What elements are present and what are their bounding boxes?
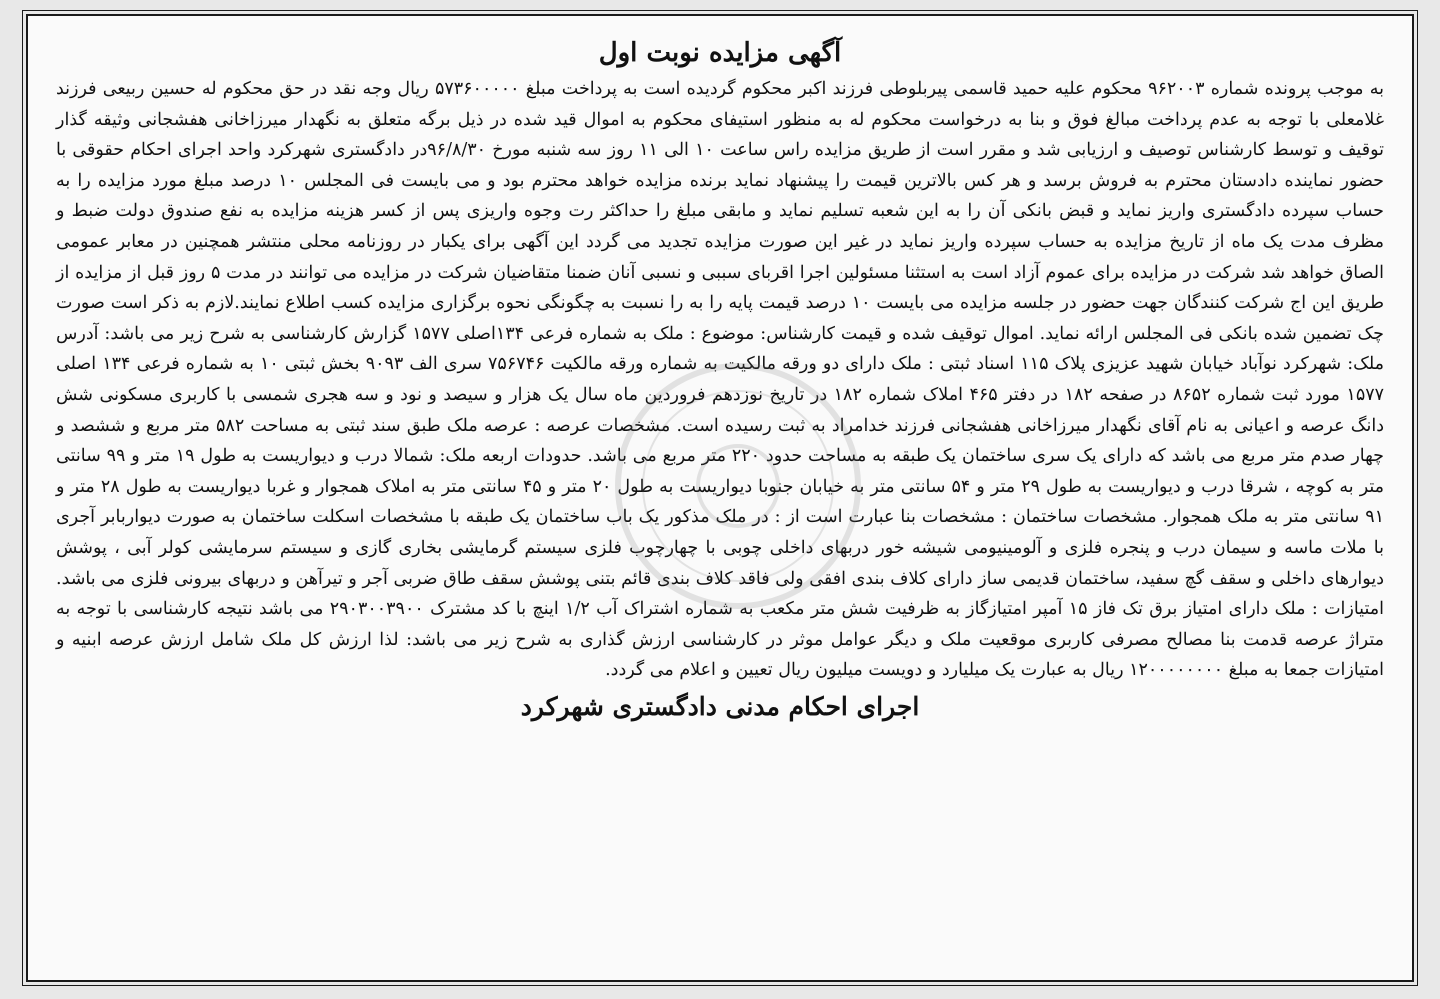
notice-signature: اجرای احکام مدنی دادگستری شهرکرد bbox=[520, 691, 920, 721]
notice-title: آگهی مزایده نوبت اول bbox=[598, 38, 842, 68]
auction-notice bbox=[26, 14, 1414, 982]
notice-body: به موجب پرونده شماره ۹۶۲۰۰۳ محکوم علیه حمید قاسمی پیربلوطی فرزند اکبر محکوم گردیده است به پرداخت مبلغ ۵۷۳۶۰۰۰۰۰ ریال وجه نقد در حق محکوم له حسین ربیعی فرزند غلامعلی با توجه به عدم پرداخت مبالغ فوق و بنا به درخواست محکوم له به منظور استیفای محکوم به اموال قید شده در ذیل برگه متعلق به نگهدار میرزاخانی هفشجانی وثیقه گذار توقیف و توسط کارشناس توصیف و ارزیابی شد و مقرر است از طریق مزایده راس ساعت ۱۰ الی ۱۱ روز سه شنبه مورخ ۹۶/۸/۳۰در دادگستری شهرکرد واحد اجرای احکام حقوقی با حضور نماینده دادستان محترم به فروش برسد و هر کس بالاترین قیمت را پیشنهاد نماید برنده مزایده خواهد محترم بود و می بایست فی المجلس ۱۰ درصد مبلغ مورد مزایده را به حساب سپرده دادگستری واریز نماید و قبض بانکی آن را به این شعبه تسلیم نماید و مابقی مبلغ را حداکثر رت وجوه واریزی پس از کسر هزینه مزایده به نفع صندوق دولت ضبط و مظرف مدت یک ماه از تاریخ مزایده به حساب سپرده واریز نماید در غیر این صورت مزایده تجدید می گردد این آگهی برای یکبار در روزنامه محلی منتشر همچنین در معابر عمومی الصاق خواهد شد شرکت در مزایده برای عموم آزاد است به استثنا مسئولین اجرا اقربای سببی و نسبی آنان ضمنا متقاضیان شرکت در مزایده می توانند در مدت ۵ روز قبل از مزایده از طریق این اج شرکت کنندگان جهت حضور در جلسه مزایده می بایست ۱۰ درصد قیمت پایه را به را نسبت به چگونگی نحوه برگزاری مزایده کسب اطلاع نمایند.لازم به ذکر است صورت چک تضمین شده بانکی فی المجلس ارائه نماید. اموال توقیف شده و قیمت کارشناس: موضوع : ملک به شماره فرعی ۱۳۴اصلی ۱۵۷۷ گزارش کارشناسی به شرح زیر می باشد: آدرس ملک: شهرکرد نوآباد خیابان شهید عزیزی پلاک ۱۱۵ اسناد ثبتی : ملک دارای دو ورقه مالکیت به شماره ورقه مالکیت ۷۵۶۷۴۶ سری الف ۹۰۹۳ بخش ثبتی ۱۰ به شماره فرعی ۱۳۴ اصلی ۱۵۷۷ مورد ثبت شماره ۸۶۵۲ در صفحه ۱۸۲ در دفتر ۴۶۵ املاک شماره ۱۸۲ در تاریخ نوزدهم فروردین ماه سال یک هزار و سیصد و نود و سه هجری شمسی با کاربری مسکونی شش دانگ عرصه و اعیانی به نام آقای نگهدار میرزاخانی هفشجانی فرزند خدامراد به ثبت رسیده است. مشخصات عرصه : عرصه ملک طبق سند ثبتی به مساحت ۵۸۲ متر مربع و ششصد و چهار صدم متر مربع می باشد که دارای یک سری ساختمان یک طبقه به مساحت حدود ۲۲۰ متر مربع می باشد. حدودات اربعه ملک: شمالا درب و دیواریست به طول ۱۹ متر و ۹۹ سانتی متر به کوچه ، شرقا درب و دیواریست به طول ۲۹ متر و ۵۴ سانتی متر به خیابان جنوبا دیواریست به طول ۲۰ متر و ۴۵ سانتی متر به املاک همجوار و غربا دیواریست به طول ۲۸ متر و ۹۱ سانتی متر به ملک همجوار. مشخصات ساختمان : مشخصات بنا عبارت است از : در ملک مذکور یک باب ساختمان یک طبقه با مشخصات اسکلت ساختمان به صورت دیواربابر آجری با ملات ماسه و سیمان درب و پنجره فلزی و آلومینیومی شیشه خور دربهای داخلی چوبی با چهارچوب فلزی سیستم گرمایشی بخاری گازی و سیستم سرمایشی کولر آبی ، پوشش دیوارهای داخلی و سقف گچ سفید، ساختمان قدیمی ساز دارای کلاف بندی افقی ولی فاقد کلاف بندی قائم بتنی پوشش سقف طاق ضربی آجر و تیرآهن و دربهای بیرونی فلزی می باشد. امتیازات : ملک دارای امتیاز برق تک فاز ۱۵ آمپر امتیازگاز به ظرفیت شش متر مکعب به شماره اشتراک آب ۱/۲ اینچ با کد مشترک ۲۹۰۳۰۰۳۹۰۰ می باشد نتیجه کارشناسی با توجه به متراژ عرصه قدمت بنا مصالح مصرفی کاربری موقعیت ملک و دیگر عوامل موثر در کارشناسی ارزش گذاری به شرح زیر می باشد: لذا ارزش کل ملک شامل ارزش عرصه ابنیه و امتیازات جمعا به مبلغ ۱۲۰۰۰۰۰۰۰۰ ریال به عبارت یک میلیارد و دویست میلیون ریال تعیین و اعلام می گردد. bbox=[56, 79, 1385, 681]
